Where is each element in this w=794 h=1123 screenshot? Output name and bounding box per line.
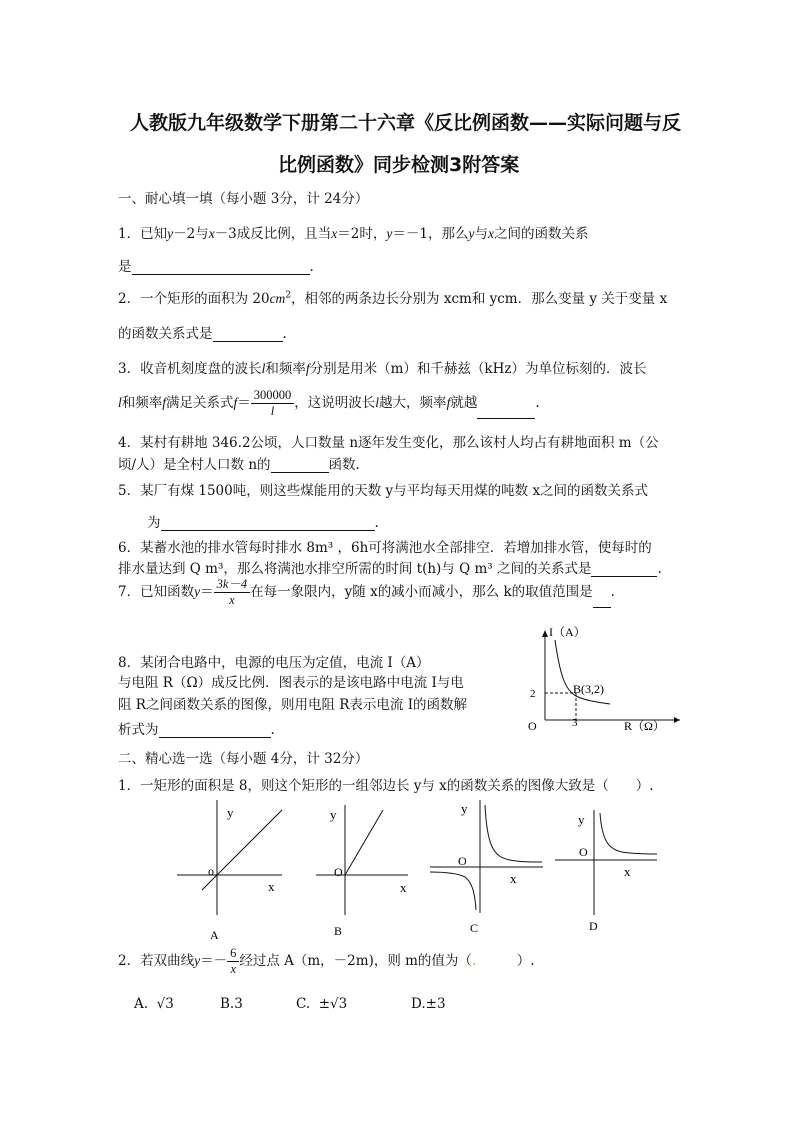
question-1-line-2: 是 . [118,259,314,275]
svg-text:x: x [510,871,517,886]
option-a-label: A [210,928,219,942]
y-axis-arrow [542,630,548,637]
question-8-line-3: 阻 R之间函数关系的图像，则用电阻 R表示电流 I的函数解 [118,697,468,713]
linear-line [202,810,282,890]
question-4-line-2: 顷/人）是全村人口数 n的 函数. [118,457,360,473]
x-tick-label: 3 [572,717,578,729]
svg-text:x: x [624,864,631,879]
y-tick-label: 2 [530,688,536,700]
answer-blank[interactable] [593,593,611,608]
answer-blank[interactable] [477,404,535,419]
section-1-heading: 一、耐心填一填（每小题 3分，计 24分） [118,191,369,207]
question-3-line-2: l和频率f满足关系式f＝ $\frac{300000}{l}$ ，这说明波长l越大，频率f就越 . [118,388,540,418]
svg-text:x: x [400,880,407,895]
svg-text:y: y [330,807,337,822]
formula-fraction: $\frac{6}{x}$ [227,946,239,977]
option-graph-b[interactable] [308,800,418,940]
question-1-line-1: 1．已知y－2与x－3成反比例，且当x＝2时，y＝－1，那么y与x之间的函数关系 [118,226,589,242]
answer-blank[interactable] [132,260,310,275]
hyperbola-branch-2 [430,872,476,910]
option-b[interactable]: B.3 [220,996,243,1012]
svg-text:O: O [458,854,467,868]
x-axis-label: R（Ω） [624,719,665,733]
svg-text:o: o [208,864,214,878]
option-graph-c[interactable] [425,795,550,940]
y-axis-label: I（A） [549,625,586,639]
option-b-label: B [334,924,343,938]
formula-fraction: $\frac{3k-4}{x}$ [214,577,251,608]
hyperbola-branch [600,813,657,854]
title-line-2: 比例函数》同步检测3附答案 [278,154,520,176]
question-8-line-1: 8．某闭合电路中，电源的电压为定值，电流 I（A） [118,655,430,671]
ray-line [345,810,383,875]
svg-text:y: y [578,812,585,827]
question-5-line-1: 5．某厂有煤 1500吨，则这些煤能用的天数 y与平均每天用煤的吨数 x之间的函数关系式 [118,483,649,499]
question-8-line-4: 析式为 . [118,722,275,738]
question-2-line-2: 的函数关系式是 . [118,326,287,342]
option-c-label: C [470,921,479,935]
question-3-line-1: 3．收音机刻度盘的波长l和频率f分别是用米（m）和千赫兹（kHz）为单位标刻的．波长 [118,361,647,377]
answer-blank[interactable] [213,327,283,342]
x-axis-arrow [674,717,680,723]
question-4-line-1: 4．某村有耕地 346.2公顷，人口数量 n逐年发生变化，那么该村人均占有耕地面积 m（公 [118,435,659,451]
answer-blank[interactable] [161,516,375,531]
svg-text:y: y [227,805,234,820]
question-6-line-2: 排水量达到 Q m³，那么将满池水排空所需的时间 t(h)与 Q m³ 之间的关系式是 . [118,561,662,577]
origin-label: O [528,719,537,733]
svg-text:y: y [461,801,468,816]
question-2-line-1: 2．一个矩形的面积为 $20cm^2$，相邻的两条边长分别为 xcm和 ycm．那么变量 y 关于变量 x [118,290,668,307]
option-graph-a[interactable] [172,795,292,945]
option-d-label: D [589,919,598,933]
svg-text:O: O [334,865,343,879]
point-b-label: B(3,2) [573,682,604,696]
svg-text:x: x [268,879,275,894]
question-8-line-2: 与电阻 R（Ω）成反比例．图表示的是该电路中电流 I与电 [118,675,464,691]
question-7: 7．已知函数y＝ $\frac{3k-4}{x}$ 在每一象限内，y随 x的减小而减小，那么 k的取值范围是 . [118,577,615,607]
section-2-question-1: 1．一矩形的面积是 8，则这个矩形的一组邻边长 y与 x的函数关系的图像大致是（ ）. [118,778,654,794]
title-line-1: 人教版九年级数学下册第二十六章《反比例函数——实际问题与反 [130,112,682,134]
question-6-line-1: 6．某蓄水池的排水管每时排水 8m³ ，6h可将满池水全部排空．若增加排水管，使每时的 [118,540,652,556]
answer-blank[interactable] [271,458,329,473]
question-5-line-2: 为 . [147,515,379,531]
option-c[interactable]: C. ±√3 [296,996,348,1012]
answer-blank[interactable] [159,723,271,738]
section-2-heading: 二、精心选一选（每小题 4分，计 32分） [118,751,369,767]
section-2-question-2: 2．若双曲线y＝－ $\frac{6}{x}$ 经过点 A（m，－2m)，则 m的值为（. ）. [118,946,535,976]
answer-blank[interactable] [591,562,657,577]
hyperbola-branch-1 [485,805,542,862]
option-graph-d[interactable] [552,805,662,935]
option-d[interactable]: D.±3 [411,996,446,1012]
current-resistance-graph [520,620,700,740]
svg-text:O: O [579,845,588,859]
formula-fraction: $\frac{300000}{l}$ [251,388,295,419]
option-a[interactable]: A. √3 [134,996,174,1012]
